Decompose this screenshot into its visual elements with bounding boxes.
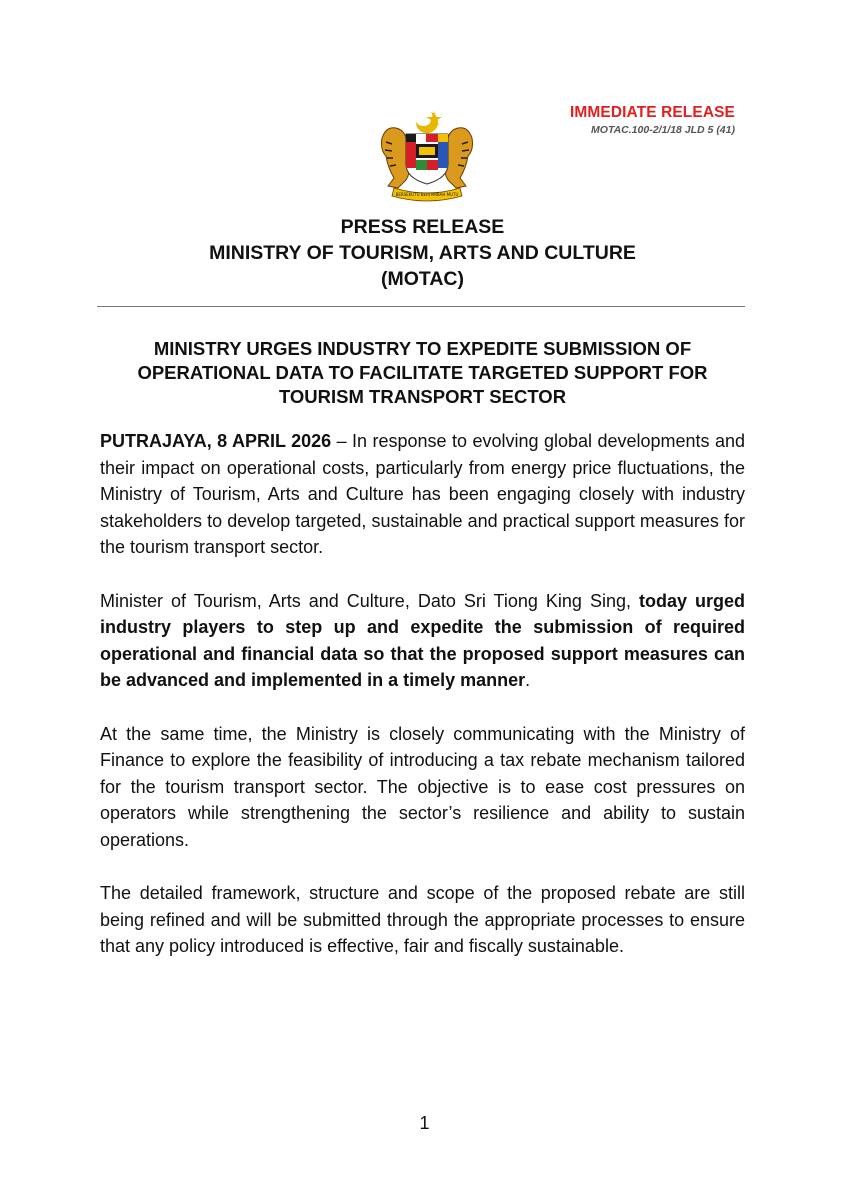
paragraph-2-end: .: [525, 670, 531, 690]
ministry-name: MINISTRY OF TOURISM, ARTS AND CULTURE: [209, 242, 636, 264]
divider-line: [97, 306, 745, 307]
malaysia-coat-of-arms-icon: [372, 108, 482, 203]
paragraph-1: [100, 428, 745, 561]
paragraph-2-text: Minister of Tourism, Arts and Culture, Dato Sri Tiong King Sing,: [100, 590, 639, 611]
press-release-title: PRESS RELEASE: [340, 216, 505, 238]
headline: [100, 337, 745, 409]
page-number: 1: [419, 1113, 430, 1133]
paragraph-3: At the same time, the Ministry is closely communicating with the Ministry of Finance to explore the feasibility of introducing a tax rebate mechanism tailored for the tourism transport sector. The objective is to ease cost pressures on operators while strengthening the sector’s resilience and ability to sustain operations.: [100, 723, 745, 850]
title-block: [100, 214, 745, 292]
headline-line-2: OPERATIONAL DATA TO FACILITATE TARGETED SUPPORT FOR: [137, 362, 708, 383]
paragraph-2: [100, 588, 745, 694]
paragraph-1-text: – In response to evolving global developments and their impact on operational costs, particularly from energy price fluctuations, the Ministry of Tourism, Arts and Culture has been engaging closely with industry stakeholders to develop targeted, sustainable and practical support measures for the tourism transport sector.: [100, 431, 745, 557]
ministry-acronym: (MOTAC): [380, 268, 465, 290]
paragraph-2-emphasis: today urged industry players to step up and expedite the submission of required operational and financial data so that the proposed support measures can be advanced and implemented in a timely manner: [100, 590, 745, 690]
svg-text:BERSEKUTU BERTAMBAH MUTU: BERSEKUTU BERTAMBAH MUTU: [395, 192, 459, 197]
headline-line-3: TOURISM TRANSPORT SECTOR: [278, 386, 567, 407]
body-text: [100, 428, 745, 987]
reference-number: MOTAC.100-2/1/18 JLD 5 (41): [591, 124, 735, 136]
headline-line-1: MINISTRY URGES INDUSTRY TO EXPEDITE SUBMISSION OF: [153, 338, 692, 359]
immediate-release-label: IMMEDIATE RELEASE: [569, 104, 735, 121]
paragraph-4: The detailed framework, structure and scope of the proposed rebate are still being refined and will be submitted through the appropriate processes to ensure that any policy introduced is effective, fair and fiscally sustainable.: [100, 883, 745, 956]
dateline: PUTRAJAYA, 8 APRIL 2026: [100, 431, 332, 451]
